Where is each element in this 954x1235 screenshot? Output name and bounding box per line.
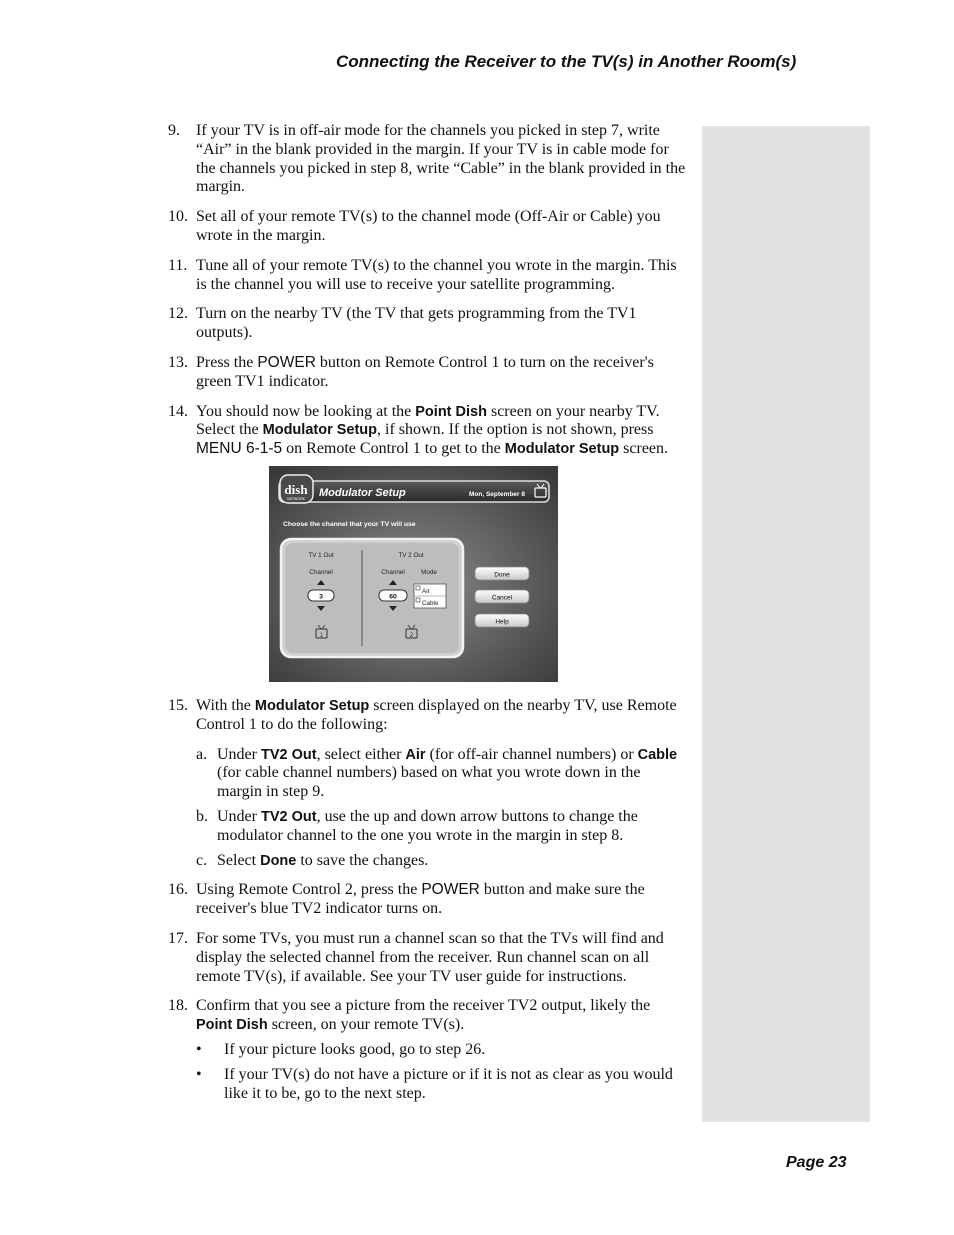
step-text: Under	[217, 807, 261, 825]
step-number: 9.	[168, 122, 180, 139]
substep-letter: b.	[196, 807, 208, 825]
remote-button-name: POWER	[421, 881, 480, 899]
ui-option-name: TV2 Out	[260, 808, 317, 825]
tv2-mode-label: Mode	[421, 568, 437, 576]
bullet-item	[168, 1041, 688, 1060]
step-number: 14.	[168, 402, 188, 420]
step-14	[168, 403, 688, 459]
step-number: 15.	[168, 696, 188, 714]
step-10	[168, 208, 688, 246]
ui-option-name: Cable	[637, 746, 678, 763]
screen-date: Mon, September 8	[469, 490, 525, 498]
step-text: , use the up and down arrow buttons to change the modulator channel to the one you wrote in the margin in step 8.	[217, 807, 638, 844]
step-text: button and make sure the receiver's blue TV2 indicator turns on.	[196, 881, 645, 918]
done-button[interactable]	[475, 567, 529, 580]
substep-a	[168, 746, 688, 802]
bullet-marker: •	[196, 1065, 202, 1083]
step-number: 10.	[168, 208, 188, 226]
help-button[interactable]	[475, 614, 529, 627]
step-text: Using Remote Control 2, press the	[196, 881, 422, 899]
step-text: With the	[196, 696, 255, 714]
step-18	[168, 997, 688, 1035]
step-number: 16.	[168, 881, 188, 899]
tv2-channel-label: Channel	[381, 568, 405, 576]
remote-button-name: POWER	[257, 353, 316, 371]
mode-cable-option[interactable]: Cable	[422, 599, 439, 607]
ui-option-name: Modulator Setup	[262, 422, 378, 439]
svg-text:Done: Done	[494, 571, 510, 579]
step-text: Confirm that you see a picture from the receiver TV2 output, likely the	[196, 997, 651, 1015]
svg-text:NETWORK: NETWORK	[287, 496, 305, 501]
step-text: If your TV is in off-air mode for the channels you picked in step 7, write “Air” in the blank provided in the margin. If your TV is in cable mode for the channels you picked in step 8, write “Cable” in the blank provided in the margin.	[196, 122, 686, 196]
bullet-text: If your TV(s) do not have a picture or if it is not as clear as you would like it to be, go to the next step.	[224, 1065, 673, 1102]
step-16	[168, 881, 688, 919]
step-11	[168, 257, 688, 295]
svg-text:1: 1	[319, 632, 324, 639]
substep-letter: c.	[196, 851, 208, 869]
svg-text:dish: dish	[284, 481, 308, 497]
remote-button-name: MENU 6-1-5	[196, 440, 283, 458]
step-text: Under	[217, 745, 261, 763]
substep-b	[168, 808, 688, 846]
step-number: 11.	[168, 256, 188, 274]
tv2-out-label: TV 2 Out	[398, 551, 424, 559]
step-number: 18.	[168, 997, 188, 1015]
step-9	[168, 122, 688, 197]
ui-screen-name: Modulator Setup	[504, 441, 620, 458]
bullet-marker: •	[196, 1040, 202, 1058]
step-text: to save the changes.	[296, 851, 429, 869]
step-17	[168, 930, 688, 986]
ui-screen-name: Point Dish	[196, 1017, 268, 1034]
step-text: Press the	[196, 353, 258, 371]
step-text: Turn on the nearby TV (the TV that gets programming from the TV1 outputs).	[196, 305, 637, 342]
screen-prompt: Choose the channel that your TV will use	[283, 520, 416, 528]
tv1-out-label: TV 1 Out	[308, 551, 334, 559]
dish-network-logo	[280, 475, 313, 503]
step-text: screen, on your remote TV(s).	[267, 1016, 465, 1034]
tv1-channel-value: 3	[319, 593, 323, 601]
ui-option-name: Air	[405, 746, 426, 763]
instructions	[168, 122, 688, 1103]
cancel-button[interactable]	[475, 590, 529, 603]
tv2-channel-value: 60	[389, 593, 397, 601]
step-text: screen.	[619, 440, 669, 458]
svg-text:2: 2	[409, 632, 414, 639]
step-12	[168, 305, 688, 343]
step-text: Set all of your remote TV(s) to the channel mode (Off-Air or Cable) you wrote in the margin.	[196, 208, 661, 244]
screen-title: Modulator Setup	[319, 486, 406, 499]
substep-letter: a.	[196, 745, 208, 763]
bullet-text: If your picture looks good, go to step 26.	[224, 1040, 486, 1058]
step-text: Select	[217, 851, 261, 869]
step-15	[168, 697, 688, 735]
step-text: Tune all of your remote TV(s) to the channel you wrote in the margin. This is the channel you will use to receive your satellite programming.	[196, 256, 677, 293]
ui-option-name: TV2 Out	[260, 746, 317, 763]
ui-screen-name: Point Dish	[415, 403, 487, 420]
step-13	[168, 354, 688, 392]
modulator-setup-screenshot	[269, 466, 558, 682]
step-text: (for cable channel numbers) based on what you wrote down in the margin in step 9.	[217, 764, 641, 801]
step-number: 13.	[168, 353, 188, 371]
tv1-channel-label: Channel	[309, 568, 333, 576]
step-text: screen displayed on the nearby TV, use Remote Control 1 to do the following:	[196, 696, 677, 733]
svg-text:Help: Help	[495, 618, 509, 626]
tv2-mode-options[interactable]	[414, 584, 446, 608]
mode-air-option[interactable]: Air	[422, 587, 430, 595]
step-text: button on Remote Control 1 to turn on the receiver's green TV1 indicator.	[196, 353, 654, 390]
ui-option-name: Done	[260, 852, 297, 869]
ui-screen-name: Modulator Setup	[254, 697, 370, 714]
substep-c	[168, 852, 688, 871]
step-text: screen on your nearby TV. Select the	[196, 402, 660, 439]
step-text: , select either	[316, 745, 406, 763]
bullet-item	[168, 1066, 688, 1104]
step-text: (for off-air channel numbers) or	[425, 745, 638, 763]
svg-text:Cancel: Cancel	[491, 594, 513, 602]
step-number: 12.	[168, 305, 188, 323]
margin-notes-area	[702, 126, 870, 1122]
step-number: 17.	[168, 929, 188, 947]
page-header: Connecting the Receiver to the TV(s) in Another Room(s)	[336, 52, 797, 71]
page-number: Page 23	[786, 1154, 847, 1171]
step-text: , if shown. If the option is not shown, press	[377, 421, 654, 439]
step-text: You should now be looking at the	[196, 402, 416, 420]
step-text: on Remote Control 1 to get to the	[282, 440, 505, 458]
step-text: For some TVs, you must run a channel scan so that the TVs will find and display the selected channel from the receiver. Run channel scan on all remote TV(s), if available. See your TV user guide for instructions.	[196, 929, 664, 985]
